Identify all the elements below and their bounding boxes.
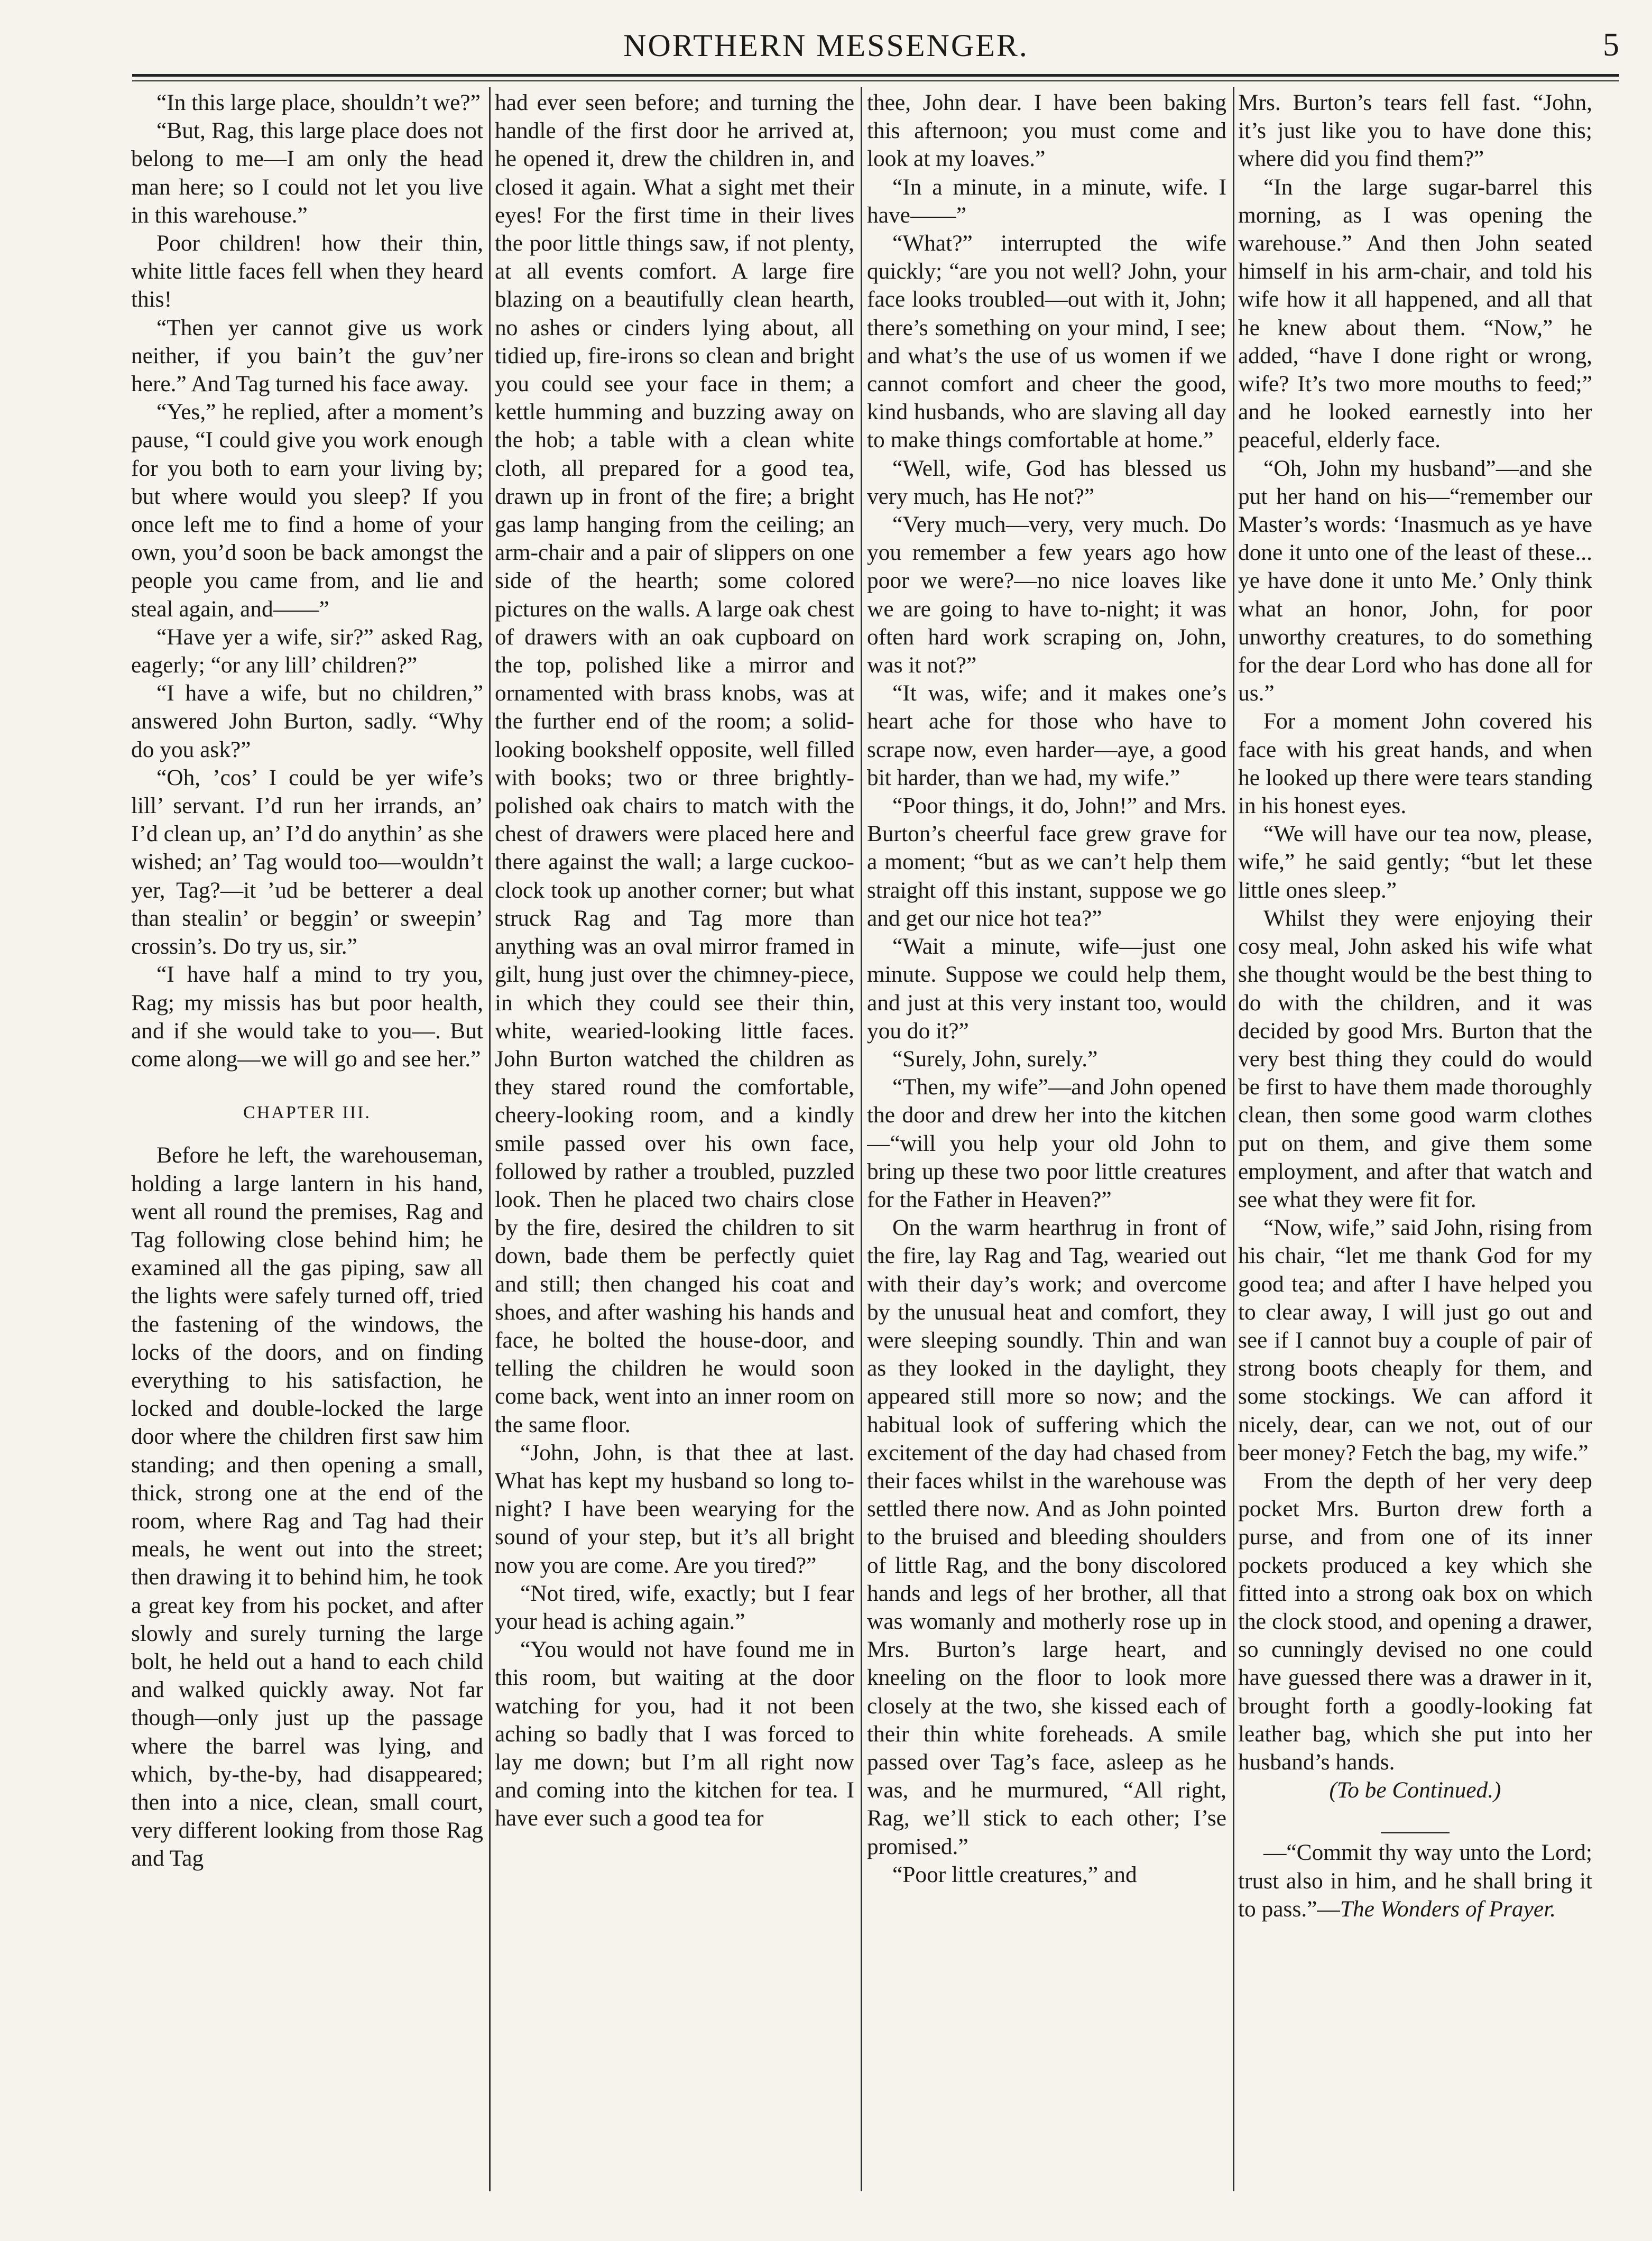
paragraph: had ever seen before; and turning the handle of the first door he arrived at, he opened it, drew the children in, and closed it again. What a sight met their eyes! For the first time in their lives the poor little things saw, if not plenty, at all events comfort. A large fire blazing on a beautifully clean hearth, no ashes or cinders lying about, all tidied up, fire-irons so clean and bright you could see your face in them; a kettle humming and buzzing away on the hob; a table with a clean white cloth, all prepared for a good tea, drawn up in front of the fire; a bright gas lamp hanging from the ceiling; an arm-chair and a pair of slippers on one side of the hearth; some colored pictures on the walls. A large oak chest of drawers with an oak cupboard on the top, polished like a mirror and ornamented with brass knobs, was at the further end of the room; a solid-looking bookshelf opposite, well filled with books; two or three brightly-polished oak chairs to match with the chest of drawers were placed here and there against the wall; a large cuckoo-clock took up another corner; but what struck Rag and Tag more than anything was an oval mirror framed in gilt, hung just over the chimney-piece, in which they could see their thin, white, wearied-looking little faces. John Burton watched the children as they stared round the comfortable, cheery-looking room, and a kindly smile passed over his own face, followed by rather a troubled, puzzled look. Then he placed two chairs close by the fire, desired the children to sit down, bade them be perfectly quiet and still; then changed his coat and shoes, and after washing his hands and face, he bolted the house-door, and telling the children he would soon come back, went into an inner room on the same floor. [495,90,854,1437]
paragraph: thee, John dear. I have been baking this afternoon; you must come and look at my loaves.” [867,90,1226,172]
paragraph: Mrs. Burton’s tears fell fast. “John, it’s just like you to have done this; where did you find them?” [1238,90,1592,172]
separator-rule [1381,1832,1450,1833]
paragraph: “It was, wife; and it makes one’s heart ache for those who have to scrape now, even harder—aye, a good bit harder, than we had, my wife.” [867,680,1226,790]
paragraph: “Wait a minute, wife—just one minute. Suppose we could help them, and just at this very instant too, would you do it?” [867,934,1226,1044]
paragraph: “In the large sugar-barrel this morning, as I was opening the warehouse.” And then John seated himself in his arm-chair, and told his wife how it all happened, and all that he knew about them. “Now,” he added, “have I done right or wrong, wife? It’s two more mouths to feed;” and he looked earnestly into her peaceful, elderly face. [1238,174,1592,453]
paragraph: “Poor little creatures,” and [892,1861,1137,1887]
paragraph: “Then, my wife”—and John opened the door and drew her into the kitchen—“will you help your old John to bring up these two poor little creatures for the Father in Heaven?” [867,1074,1226,1212]
quote-text: —“Commit thy way unto the Lord; trust also in him, and he shall bring it to pass.”— [1238,1840,1592,1922]
paragraph: “Then yer cannot give us work neither, if you bain’t the guv’ner here.” And Tag turned his face away. [131,315,483,397]
paragraph: “In this large place, shouldn’t we?” [156,90,481,115]
column-divider [1233,87,1234,2191]
column-2 [495,89,854,2198]
page-number: 5 [1603,27,1619,63]
paragraph: “I have half a mind to try you, Rag; my missis has but poor health, and if she would take to you—. But come along—we will go and see her.” [131,962,483,1072]
header-rule-thin [132,80,1619,81]
paragraph: “Oh, John my husband”—and she put her hand on his—“remember our Master’s words: ‘Inasmuch as ye have done it unto one of the least of these... ye have done it unto Me.’ Only think what an honor, John, for poor unworthy creatures, to do something for the dear Lord who has done all for us.” [1238,455,1592,706]
quote-source: The Wonders of Prayer. [1340,1896,1556,1922]
paragraph: “Yes,” he replied, after a moment’s pause, “I could give you work enough for you both to earn your living by; but where would you sleep? If you once left me to find a home of your own, you’d soon be back amongst the people you came from, and lie and steal again, and——” [131,399,483,622]
paragraph: For a moment John covered his face with his great hands, and when he looked up there were tears standing in his honest eyes. [1238,708,1592,819]
closing-quote [1238,1839,1592,1923]
paragraph: “Well, wife, God has blessed us very much, has He not?” [867,455,1226,509]
column-divider [489,87,491,2191]
paragraph: “In a minute, in a minute, wife. I have——” [867,174,1226,228]
header-rule [132,74,1619,77]
chapter-heading: CHAPTER III. [243,1103,371,1123]
column-divider [861,87,862,2191]
masthead-title: NORTHERN MESSENGER. [623,28,1029,63]
paragraph: Poor children! how their thin, white little faces fell when they heard this! [131,230,483,312]
page-header [0,0,1652,69]
paragraph: “John, John, is that thee at last. What has kept my husband so long to-night? I have been wearying for the sound of your step, but it’s all bright now you are come. Are you tired?” [495,1440,854,1578]
paragraph: Whilst they were enjoying their cosy meal, John asked his wife what she thought would be the best thing to do with the children, and it was decided by good Mrs. Burton that the very best thing they could do would be first to have them made thoroughly clean, then some good warm clothes put on them, and give them some employment, and after that watch and see what they were fit for. [1238,905,1592,1212]
paragraph: “Oh, ’cos’ I could be yer wife’s lill’ servant. I’d run her irrands, an’ I’d clean up, an’ I’d do anythin’ as she wished; an’ Tag would too—wouldn’t yer, Tag?—it ’ud be betterer a deal than stealin’ or beggin’ or sweepin’ crossin’s. Do try us, sir.” [131,764,483,960]
paragraph: “We will have our tea now, please, wife,” he said gently; “but let these little ones sleep.” [1238,821,1592,903]
paragraph: “You would not have found me in this room, but waiting at the door watching for you, had it not been aching so badly that I was forced to lay me down; but I’m all right now and coming into the kitchen for tea. I have ever such a good tea for [495,1637,854,1831]
paragraph: “Very much—very, very much. Do you remember a few years ago how poor we were?—no nice loaves like we are going to have to-night; it was often hard work scraping on, John, was it not?” [867,512,1226,678]
paragraph: “Surely, John, surely.” [892,1046,1098,1072]
paragraph: Before he left, the warehouseman, holding a large lantern in his hand, went all round the premises, Rag and Tag following close behind him; he examined all the gas piping, saw all the lights were safely turned off, tried the fastening of the windows, the locks of the doors, and on finding everything to his satisfaction, he locked and double-locked the large door where the children first saw him standing; and then opening a small, thick, strong one at the end of the room, where Rag and Tag had their meals, he went out into the street; then drawing it to behind him, he took a great key from his pocket, and after slowly and surely turning the large bolt, he held out a hand to each child and walked quickly away. Not far though—only just up the passage where the barrel was lying, and which, by-the-by, had disappeared; then into a nice, clean, small court, very different looking from those Rag and Tag [131,1142,483,1871]
column-1 [131,89,483,2198]
paragraph: “Have yer a wife, sir?” asked Rag, eagerly; “or any lill’ children?” [131,624,483,678]
paragraph: From the depth of her very deep pocket Mrs. Burton drew forth a purse, and from one of its inner pockets produced a key which she fitted into a strong oak box on which the clock stood, and opening a drawer, so cunningly devised no one could have guessed there was a drawer in it, brought forth a goodly-looking fat leather bag, which she put into her husband’s hands. [1238,1468,1592,1775]
to-be-continued: (To be Continued.) [1329,1777,1501,1803]
paragraph: “I have a wife, but no children,” answered John Burton, sadly. “Why do you ask?” [131,680,483,762]
paragraph: “Not tired, wife, exactly; but I fear your head is aching again.” [495,1580,854,1634]
column-3 [867,89,1226,2198]
paragraph: On the warm hearthrug in front of the fire, lay Rag and Tag, wearied out with their day’s work; and overcome by the unusual heat and comfort, they were sleeping soundly. Thin and wan as they looked in the daylight, they appeared still more so now; and the habitual look of suffering which the excitement of the day had chased from their faces whilst in the warehouse was settled there now. And as John pointed to the bruised and bleeding shoulders of little Rag, and the bony discolored hands and legs of her brother, all that was womanly and motherly rose up in Mrs. Burton’s large heart, and kneeling on the floor to look more closely at the two, she kissed each of their thin white foreheads. A smile passed over Tag’s face, asleep as he was, and he murmured, “All right, Rag, we’ll stick to each other; I’se promised.” [867,1215,1226,1859]
paragraph: “But, Rag, this large place does not belong to me—I am only the head man here; so I could not let you live in this warehouse.” [131,118,483,228]
paragraph: “Poor things, it do, John!” and Mrs. Burton’s cheerful face grew grave for a moment; “but as we can’t help them straight off this instant, suppose we go and get our nice hot tea?” [867,793,1226,931]
paragraph: “Now, wife,” said John, rising from his chair, “let me thank God for my good tea; and after I have helped you to clear away, I will just go out and see if I cannot buy a couple of pair of strong boots cheaply for them, and some stockings. We can afford it nicely, dear, can we not, out of our beer money? Fetch the bag, my wife.” [1238,1215,1592,1465]
column-4 [1238,89,1592,2198]
paragraph: “What?” interrupted the wife quickly; “are you not well? John, your face looks troubled—out with it, John; there’s something on your mind, I see; and what’s the use of us women if we cannot comfort and cheer the good, kind husbands, who are slaving all day to make things comfortable at home.” [867,230,1226,453]
